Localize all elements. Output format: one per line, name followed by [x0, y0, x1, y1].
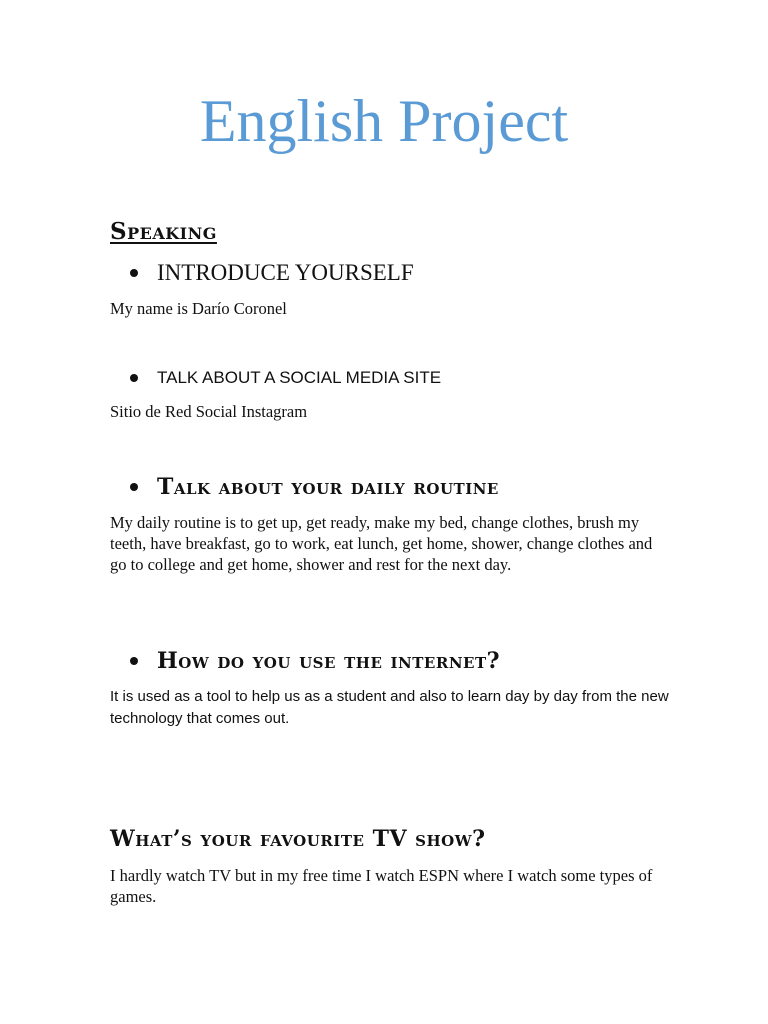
answer-social-media-site: Sitio de Red Social Instagram: [110, 402, 308, 421]
bullet-dot-icon: [130, 269, 138, 277]
bullet-dot-icon: [130, 483, 138, 491]
answer-tv-show: I hardly watch TV but in my free time I watch ESPN where I watch some types of games.: [110, 866, 653, 906]
bullet-use-internet: [130, 646, 500, 676]
bullet-daily-routine: [130, 472, 499, 502]
tv-show-heading: What’s your favourite TV show?: [110, 826, 486, 852]
bullet-heading: INTRODUCE YOURSELF: [157, 260, 414, 285]
document-title: English Project: [199, 88, 569, 154]
bullet-heading: Talk about your daily routine: [157, 474, 499, 500]
answer-introduce-yourself: My name is Darío Coronel: [110, 299, 287, 318]
bullet-dot-icon: [130, 657, 138, 665]
bullet-social-media-site: [130, 366, 441, 390]
bullet-dot-icon: [130, 374, 138, 382]
section-heading-speaking: Speaking: [110, 218, 217, 245]
bullet-introduce-yourself: [130, 258, 414, 288]
bullet-heading: How do you use the internet?: [157, 648, 501, 674]
bullet-heading: TALK ABOUT A SOCIAL MEDIA SITE: [157, 368, 442, 387]
answer-use-internet: It is used as a tool to help us as a student and also to learn day by day from the new technology that comes out.: [110, 688, 669, 727]
answer-daily-routine: My daily routine is to get up, get ready, make my bed, change clothes, brush my teeth, have breakfast, go to work, eat lunch, get home, shower, change clothes and go to college and get home, shower and rest for the next day.: [110, 513, 653, 574]
